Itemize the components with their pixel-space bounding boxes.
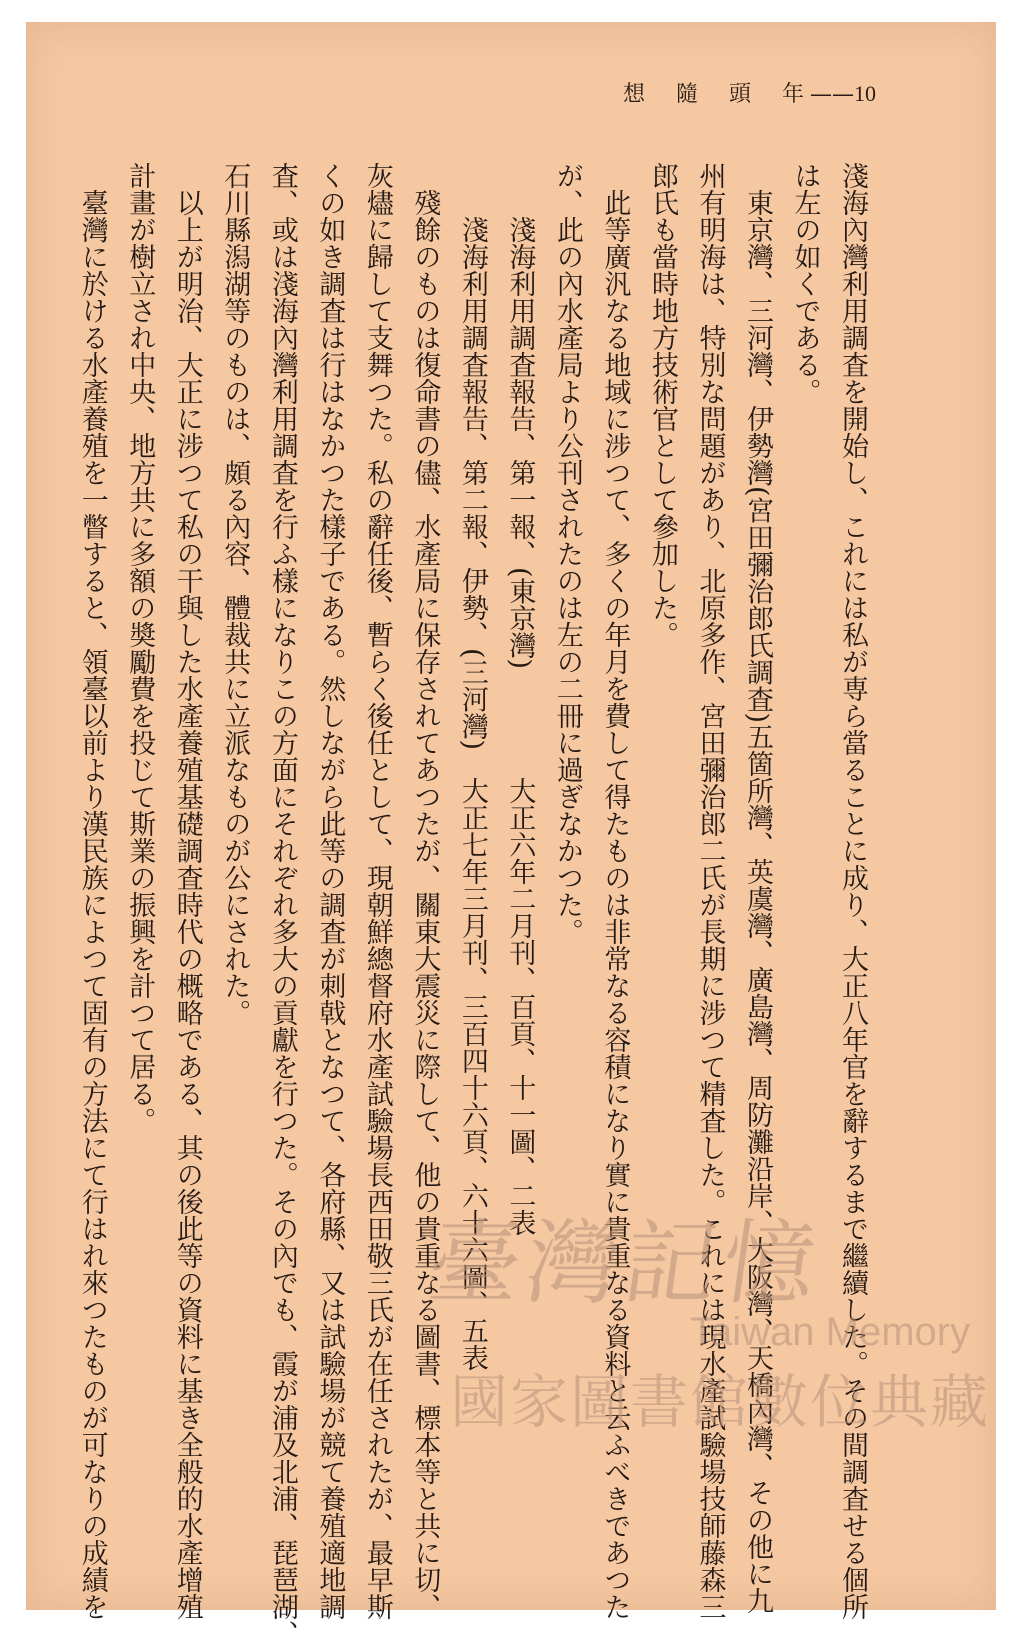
- watermark-english: Taiwan Memory: [690, 1310, 971, 1354]
- text-column: は左の如くである。: [789, 162, 821, 405]
- text-column: 州有明海は、特別な問題があり、北原多作、宮田彌治郎二氏が長期に涉つて精査した。これには現水產試驗場技師藤森三: [694, 162, 726, 1620]
- page-number: 10: [854, 81, 876, 106]
- text-column: 淺海內灣利用調査を開始し、これには私が専ら當ることに成り、大正八年官を辭するまで繼續した。その間調査せる個所: [837, 162, 868, 1620]
- text-column: 郎氏も當時地方技術官として參加した。: [646, 162, 678, 648]
- text-column: 以上が明治、大正に涉つて私の干與した水產養殖基礎調査時代の概略である、其の後此等の資料に基き全般的水產增殖: [171, 189, 203, 1620]
- text-column: 東京灣、三河灣、伊勢灣(宮田彌治郎氏調査)五箇所灣、英虞灣、廣島灣、周防灘沿岸、大阪灣、天橋內灣、その他に九: [741, 189, 773, 1615]
- header-rule: ——: [810, 82, 854, 107]
- vertical-body-text: [68, 162, 876, 1647]
- watermark-logo-text: 臺灣記憶: [421, 1210, 829, 1317]
- text-column: 石川縣潟湖等のものは、頗る內容、體裁共に立派なものが公にされた。: [219, 162, 251, 1026]
- citation-column: 淺海利用調査報告、第二報、伊勢、(三河灣) 大正七年三月刊、三百四十六頁、六十六圖、五表: [456, 216, 488, 1372]
- citation-column: 淺海利用調査報告、第一報、(東京灣) 大正六年二月刊、百頁、十一圖、二表: [504, 216, 536, 1237]
- running-header: [623, 77, 876, 108]
- text-column: 臺灣に於ける水產養殖を一瞥すると、領臺以前より漢民族によつて固有の方法にて行はれ來つたものが可なりの成績を: [76, 189, 108, 1620]
- watermark-institution: 國家圖書館數位典藏: [450, 1368, 991, 1436]
- text-column: 計畫が樹立され中央、地方共に多額の奬勵費を投じて斯業の振興を計つて居る。: [124, 162, 156, 1134]
- text-column: が、此の內水產局より公刊されたのは左の二冊に過ぎなかつた。: [551, 162, 583, 945]
- text-column: くの如き調査は行はなかつた樣子である。然しながら此等の調査が刺戟となつて、各府縣、又は試驗場が競て養殖適地調: [314, 162, 346, 1620]
- book-page: [26, 22, 996, 1647]
- text-column: 殘餘のものは復命書の儘、水產局に保存されてあつたが、關東大震災に際して、他の貴重なる圖書、標本等と共に切、: [409, 189, 441, 1620]
- text-column: 査、或は淺海內灣利用調査を行ふ樣になりこの方面にそれぞれ多大の貢獻を行つた。その內でも、霞が浦及北浦、琵琶湖、: [266, 162, 298, 1647]
- header-title: 想 隨 頭 年: [623, 82, 816, 107]
- text-column: 灰燼に歸して支舞つた。私の辭任後、暫らく後任として、現朝鮮總督府水產試驗場長西田敬三氏が在任されたが、最早斯: [361, 162, 393, 1620]
- text-column: 此等廣汎なる地域に涉つて、多くの年月を費して得たものは非常なる容積になり實に貴重なる資料と云ふべきであつた: [599, 189, 631, 1620]
